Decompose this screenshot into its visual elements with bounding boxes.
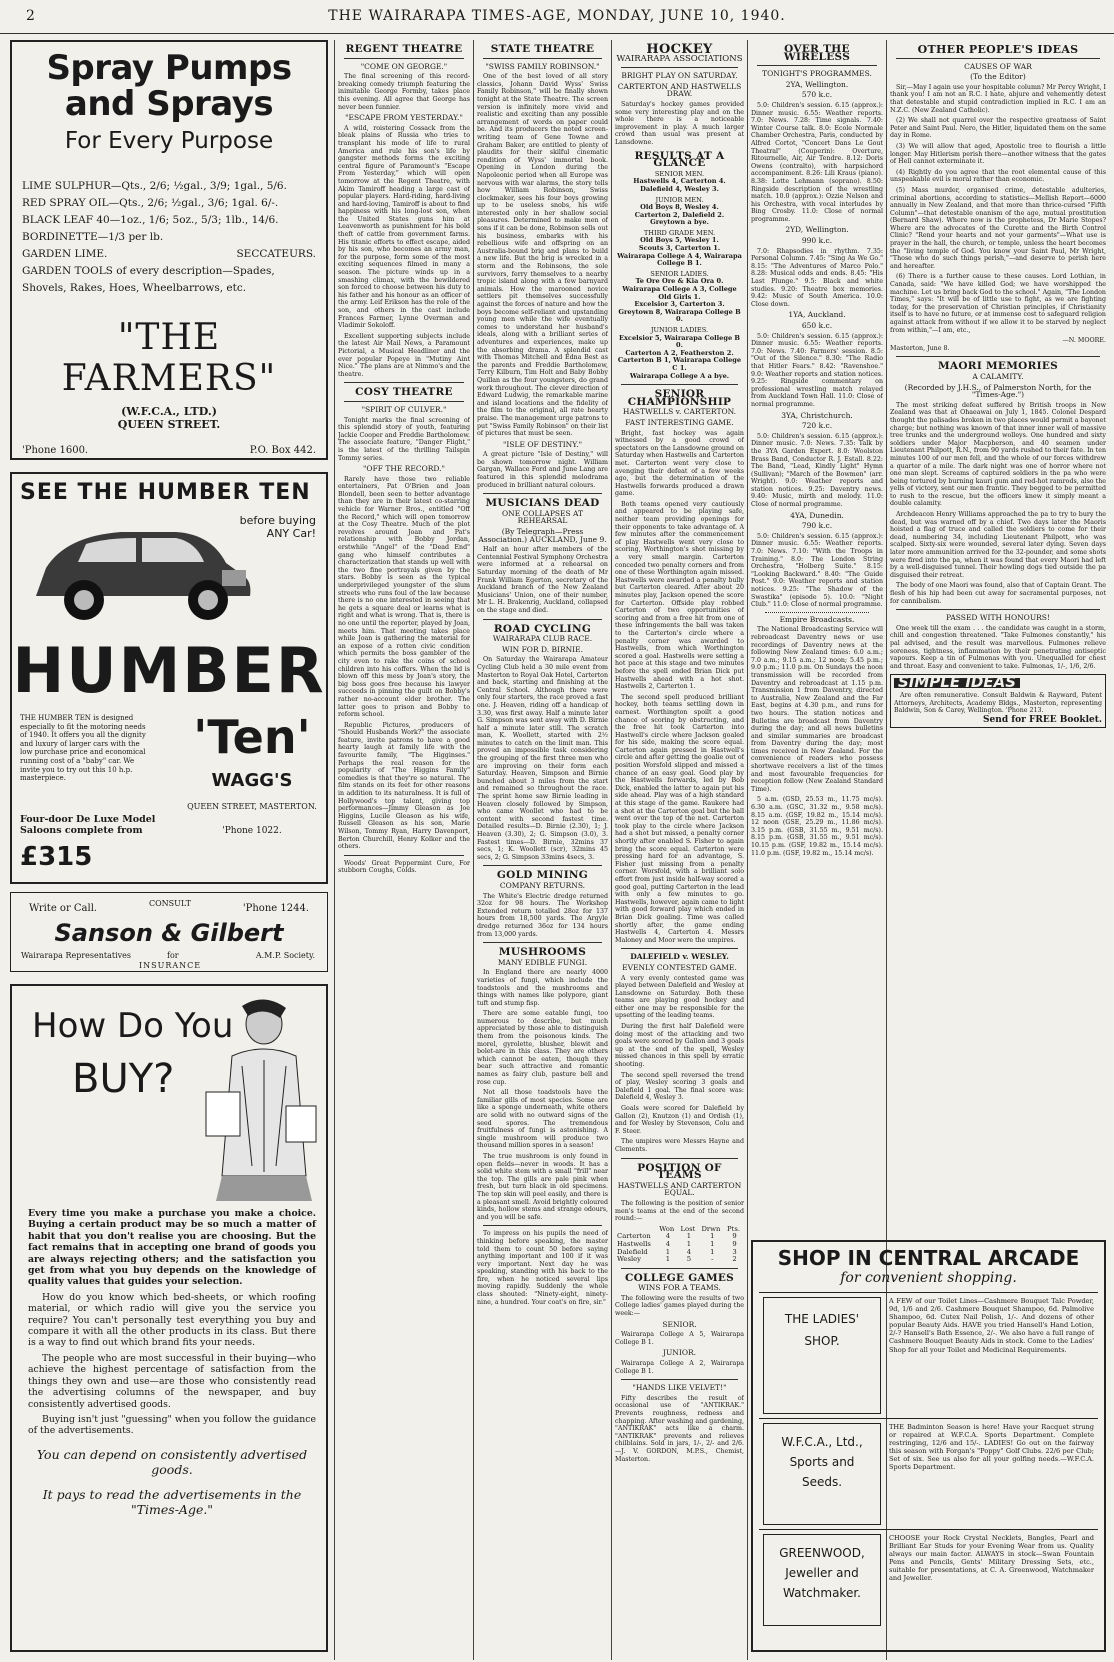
sanson-write: Write or Call. <box>29 903 98 914</box>
sanson-insurance: INSURANCE <box>139 961 202 970</box>
article-text: The umpires were Messrs Hayne and Clements. <box>615 1138 744 1153</box>
result-line: Te Ore Ore & Kia Ora 0. <box>635 277 724 286</box>
subheading: (Recorded by J.H.S., of Palmerston North, for the "Times-Age.") <box>904 382 1092 400</box>
heading: HOCKEY <box>646 42 713 57</box>
farmers-phone: 'Phone 1600. <box>22 445 89 456</box>
empire-times: 5 a.m. (GSD, 25.53 m., 11.75 mc/s). 6.30 a.m. (GSC, 31.32 m., 9.58 mc/s). 8.15 a.m. (GSF, 19.82 m., 15.14 mc/s). 12 noon (GSE, 25.29 m., 11.86 mc/s). 3.15 p.m. (GSB, 31.55 m., 9.51 mc/s). 8.15 p.m. (GSB, 31.55 m., 9.51 mc/s). 10.15 p.m. (GSF, 19.82 m., 15.14 mc/s). 11.0 p.m. (GSF, 19.82 m., 15.14 mc/s). <box>751 796 883 857</box>
table-cell: 1 <box>686 1239 692 1248</box>
spray-headline: Spray Pumps and Sprays <box>46 48 292 124</box>
table-cell: 5 <box>686 1255 692 1264</box>
subheading: PASSED WITH HONOURS! <box>946 613 1050 623</box>
buy-paragraph: The people who are most successful in their buying—who achieve the highest percentage of satisfaction from the things they own and use—are those who consistently read the advertising columns of the newspaper, and buy consistently advertised goods. <box>28 1352 316 1410</box>
article-text: Archdeacon Henry Williams approached the pa to try to bury the dead, but was warned off by a chief. Two days later the Maoris hoisted a flag of truce and called the soldiers to come for their dead, numbering 34, including Lieutenant Philpott, who was scalped. Sixty-six were wounded, several later dying. Seven days later more ammunition arrived for the 32-pounder, and some shots were fired into the pa, when it was found that every Maori had left by a well-disguised tunnel. Their howling dogs tied outside the pa disguised their retreat. <box>890 511 1106 579</box>
buy-headline-1: How Do You <box>32 1006 234 1046</box>
arcade-headline: SHOP IN CENTRAL ARCADE <box>777 1246 1080 1270</box>
station-freq: 720 k.c. <box>801 421 833 431</box>
heading: RESULTS AT A GLANCE <box>634 149 725 170</box>
central-arcade-advert <box>751 1240 1106 1652</box>
result-grade: JUNIOR. <box>662 1348 697 1358</box>
buy-tagline: You can depend on consistently advertised goods. <box>36 1446 308 1477</box>
buy-headline-2: BUY? <box>72 1056 175 1102</box>
article-text: Half an hour after members of the Centennial Festival Symphony Orchestra were informed at a rehearsal on Saturday morning of the death of Mr Frank William Egerton, secretary of the Auckland branch of the New Zealand Musicians' Union, one of their number, Mr L. H. Brakenrig, Auckland, collapsed on the stage and died. <box>477 546 608 614</box>
stations-list <box>751 81 883 609</box>
subheading: "OFF THE RECORD." <box>362 464 446 474</box>
heading: OTHER PEOPLE'S IDEAS <box>917 43 1079 56</box>
results-list <box>615 171 744 380</box>
car-illustration <box>26 518 256 628</box>
hockey-column <box>615 40 744 1652</box>
sanson-gilbert-advert <box>10 892 328 972</box>
waggs-phone: 'Phone 1022. <box>222 826 282 836</box>
table-header-cell: Lost <box>680 1224 696 1233</box>
humber-advert <box>10 472 328 884</box>
humber-headline: SEE THE HUMBER TEN <box>20 480 311 505</box>
article-text: One week till the exam . . . the candidate was caught in a storm, chill and congestion threatened. "Take Fulmones constantly," his pal advised, and the result was marvellous. Fulmones relieve soreness, tightness, inflammation by their penetrating antiseptic vapours. Keep a tin of Fulmonas with you. Unequalled for chest and throat. Easy and convenient to take. Fulmonas, 1/-, 1/6, 2/6. <box>890 624 1106 670</box>
column-rule <box>473 40 474 1660</box>
station-programme: 7.0: Rhapsodies in rhythm. 7.35: Personal Column. 7.45: "Sing As We Go." 8.15: "The Adventures of Marco Polo." 8.28: Musical odds and ends. 8.45: "His Last Plunge." 9.5: Black and white studies. 9.20: Theatre box memories. 9.42: Music of South America. 10.0: Close down. <box>751 247 883 308</box>
buy-paragraph: How do you know which bed-sheets, or which roofing material, or which radio will give you the service you require? You can't personally test everything you buy and compare it with all the other products in its class. But there is a way to find out which brand fits your needs. <box>28 1291 316 1349</box>
article-text: (5) Mass murder, organised crime, detestable adulteries, criminal abortions, according to statistics—Mellish Report—6000 annually in New Zealand, and that more than thrice-cursed "Fifth Column"—that detestable onanism of the age, mutual prostitution (Bernard Shaw). Where now is the prophetess, Dr Marie Stopes? Where are the advocates of the Curette and the Birth Control Clinic? "Rend your hearts and not your garments"—What use is prayer in the hall, the church, or temple, unless the heart becomes the "living temple of God. You know your Saint Paul, Mr Wright, "Those who do such things perish,"—and deserve to perish here and hereafter. <box>890 186 1106 270</box>
subheading: MANY EDIBLE FUNGI. <box>497 957 588 967</box>
result-line: Excelsior 5, Wairarapa College B 0. <box>618 333 741 350</box>
article-text: The following were the results of two College ladies' games played during the week:— <box>615 1294 744 1318</box>
subheading: "ISLE OF DESTINY." <box>502 439 583 449</box>
masthead <box>0 0 1114 34</box>
table-cell: Hastwells <box>617 1239 651 1248</box>
result-grade: SENIOR LADIES. <box>650 269 709 278</box>
heading: MUSHROOMS <box>498 946 587 959</box>
theatre-column <box>338 40 470 1652</box>
article-text: A great picture "Isle of Destiny," will be shown tomorrow night. William Gargan, Wallace Ford and June Lang are featured in this splendid melodrama produced in brilliant natural colours. <box>477 451 608 489</box>
subheading: "SPIRIT OF CULVER." <box>361 404 447 414</box>
standings-table <box>615 1226 744 1264</box>
spray-line: GARDEN TOOLS of every description—Spades, Shovels, Rakes, Hoes, Wheelbarrows, etc. <box>22 265 275 294</box>
article-text: Republic Pictures, producers of "Should Husbands Work?" the associate feature, invite patrons to have a good hearty laugh at family life with the favourite family, "The Higginses." Perhaps the real reason for the popularity of "The Higgins Family" comedies is that they're so natural. The film stands on its feet for other reasons in addition to its naturalness. It is full of Hollywood's top talent, giving top performances—Jimmy Gleason as Joe Higgins, Lucile Gleason as his wife, Russell Gleason as his son, Marie Wilson, Tommy Ryan, Harry Davenport, Berton Churchill, Henry Kolker and the others. <box>338 721 470 851</box>
station-freq: 570 k.c. <box>801 90 833 100</box>
table-cell: Wesley <box>617 1255 641 1264</box>
table-cell: 2 <box>732 1255 737 1264</box>
article-text: The White's Electric dredge returned 32oz for 98 hours. The Workshop Extended return totalled 28oz for 137 hours from 18,500 yards. The Argyle dredge returned 36oz for 134 hours from 13,000 yards. <box>477 892 608 938</box>
article-text: (4) Rightly do you agree that the root elemental cause of this unspeakable evil is moral rather than economic. <box>890 168 1106 184</box>
table-header-cell: Pts. <box>727 1224 740 1233</box>
result-line: Old Boys 5, Wesley 1. <box>640 236 719 245</box>
article-text: The most striking defeat suffered by British troops in New Zealand was that at Ohaeawai on July 1, 1845. Colonel Despard thought the palisades broken in two places would permit a bayonet charge; but nothing was known of that inner inner wall of massive tree trunks and the underground wolleys. One hundred and sixty soldiers under Major Macpherson, and 40 seamen under Lieutenant Philpott, R.N., from 90 yards rushed to their fate. In ten minutes 100 of our men fell, and the whole of our forces withdrew a quarter of a mile. The dark night was one of horror where not one man slept. Screams of captured soldiers in the pa who were being tortured by burning kauri gum and red-hot ramrods, also the yells of victory, sent our men frantic. They begged to be permitted to rush to the rescue, but the officers knew it simply meant a double calamity. <box>890 401 1106 508</box>
article-text: Rarely have those two reliable entertainers, Pat O'Brien and Joan Blondell, been seen to better advantage than they are in their latest co-starring vehicle for Warner Bros., entitled "Off the Record," which will open tomorrow at the Cosy Theatre. Much of the plot revolves around Joan and Pat's relationship with Bobby Jordan, erstwhile "Angel" of the "Dead End" gang who himself contributes a characterization that stands up well with the two fine portrayals given by the stars. Bobby is seen as the typical underprivileged youngster of the slum streets who runs foul of the law because there is no one interested in seeing that he gets a square deal or learns what is right and what is wrong. That is, there is no one until the reporter, played by Joan, meets him. That meeting takes place while Joan is gathering the material for an expose of a rotten civic condition which permits the boss gambler of the city even to rake the coins of school children into his coffers. When the lid is blown off this mess by Joan's story, the big boss goes free because his lawyer succeeds in pinning the guilt on Bobby's rather no-account elder brother. The latter goes to prison and Bobby to reform school. <box>338 475 470 719</box>
spray-sub: For Every Purpose <box>64 128 274 154</box>
column-rule <box>747 40 748 1660</box>
table-cell: Dalefield <box>617 1247 648 1256</box>
article-text: Fifty describes the result of occasional use of "ANTIKRAK." Prevents roughness, redness and chapping. After washing and gardening, "ANTIKRAK" acts like a charm. "ANTIKRAK" prevents and relieves chilblains. Sold in jars, 1/-, 2/- and 2/6.—J. V. GORDON, M.P.S., Chemist, Masterton. <box>615 1394 744 1463</box>
article-text: Wairarapa College A 5, Wairarapa College B 1. <box>615 1331 744 1346</box>
station-name: 2YA, Wellington. <box>785 79 849 89</box>
table-cell: 1 <box>686 1232 692 1241</box>
result-line: Dalefield 4, Wesley 3. <box>640 184 719 193</box>
subheading: WAIRARAPA ASSOCIATIONS <box>616 53 743 64</box>
subheading: EVENLY CONTESTED GAME. <box>622 962 737 972</box>
farmers-pobox: P.O. Box 442. <box>249 445 316 456</box>
humber-offer: Four-door De Luxe Model Saloons complete from <box>20 814 156 836</box>
station-freq: 650 k.c. <box>801 321 833 330</box>
humber-price: £315 <box>20 842 93 872</box>
result-line: Scouts 3, Carterton 1. <box>638 244 721 253</box>
table-cell: 1 <box>710 1247 715 1256</box>
station-name: 2YD, Wellington. <box>785 225 849 235</box>
letter-place: Masterton, June 8. <box>890 344 950 352</box>
spray-line: BLACK LEAF 40—1oz., 1/6; 5oz., 5/3; 1lb., 14/6. <box>22 214 279 226</box>
subheading: HASTWELLS AND CARTERTON EQUAL. <box>617 1180 742 1198</box>
result-line: Greytown a bye. <box>650 218 709 227</box>
heading: COLLEGE GAMES <box>624 1271 735 1284</box>
subheading: WIN FOR D. BIRNIE. <box>501 644 584 654</box>
buy-paragraph: Every time you make a purchase you make a choice. Buying a certain product may be so much a matter of habit that you don't realise you are choosing. But the fact remains that in accepting one brand of goods you are always rejecting others; and the satisfaction you get from what you buy depends on the knowledge of quality values that guides your selection. <box>28 1208 316 1288</box>
article-text: One of the best loved of all story classics, Johann David Wyss' Swiss Family Robinson," will be finally shown tonight at the State Theatre. The screen version is infinitely more vivid and realistic and exciting than any possible arrangement of words on paper could be. And its producers the noted screen-writing team of Gene Towne and Graham Baker, are entitled to plenty of plaudits for their skilful cinematic rendition of Wyss' immortal book. Opening in London during the Napoleonic period when all Europe was nervous with war alarms, the story tells how William Robinson, Swiss clockmaker, sees his four boys growing up to be useless snobs, his wife interested only in her shallow social pleasures. Determined to make men of sons if it can be done, Robinson sells out his business, embarks with his rebellious wife and offspring on an Australia-bound brig and plans to build a new life. But the brig is wrecked in a storm and the Robinsons, the sole survivors, ferry themselves to a nearby tropic island along with a few barnyard animals. How the marooned novice settlers pit themselves successfully against the forces of nature and how the boys become self-reliant and upstanding young men while the wife eventually comes to understand her husband's ideals, along with a brilliant series of adventures and experiences, make up the absorbing drama. A splendid cast with Thomas Mitchell and Edna Best as the parents and Freddie Bartholomew, Terry Kilburn, Tim Holt and Baby Bobby Quillan as the four youngsters, do grand work throughout. The clever direction of Edward Ludwig, the remarkable marine and island locations and the fidelity of the film to the original, all rate hearty praise. The management urge patrons to put "Swiss Family Robinson" on their list of pictures that must be seen. <box>477 73 608 438</box>
article-text: Wairarapa College A 2, Wairarapa College B 1. <box>615 1360 744 1375</box>
article-text: (6) There is a further cause to these causes. Lord Lothian, in Canada, said: "We have killed God; we have worshipped the machine. Let us bring back God to the school." Again, "The London Times," says: "It will be of little use to fight, as we are fighting today, for the preservation of Christian principles, if Christianity itself is to have no future, or at immense cost to safeguard religion against attack from without if we allow it to be starved by neglect from within,"—I am, etc., <box>890 273 1106 334</box>
arcade-sub: for convenient shopping. <box>840 1270 1017 1286</box>
spray-line: SECCATEURS. <box>236 248 316 260</box>
how-do-you-buy-advert <box>10 984 328 1652</box>
farmers-name: "THE FARMERS" <box>61 317 277 399</box>
result-line: Excelsior 3, Carterton 3. <box>634 300 725 309</box>
page-number: 2 <box>26 8 35 24</box>
humber-tag: before buying ANY Car! <box>239 514 316 540</box>
sanson-reps: Wairarapa Representatives <box>21 951 132 960</box>
sanson-society: A.M.P. Society. <box>255 951 315 960</box>
station-name: 4YA, Dunedin. <box>790 510 844 520</box>
station-freq: 790 k.c. <box>801 521 833 531</box>
article-text: (2) We shall not quarrel over the respective greatness of Saint Peter and Saint Paul. Nero, the Hitler, liquidated them on the same day in Rome. <box>890 117 1106 140</box>
article-text: Both teams opened very cautiously and appeared to be playing safe, neither team providing openings for their opponents to take advantage of. A few minutes after the commencement of play Hastwells went very close to scoring, Worthington's shot missing by a very small margin. Carterton conceded two penalty corners and from one of these Worthington again missed. Hastwells were awarded a penalty bully but Carterton cleared. After about 20 minutes play, Jackson opened the score for Carterton. Offside play robbed Carterton of two opportunities of scoring and from a free hit from one of these infringements the ball was taken to the Carterton's circle where a penalty corner was awarded to Hastwells, from which Worthington scored a goal. Hastwells were setting a hot pace at this stage and two minutes before the spell ended Brian Dick put Hastwells ahead with a hot shot. Hastwells 2, Carterton 1. <box>615 500 744 691</box>
state-theatre-column <box>477 40 608 1652</box>
humber-body: THE HUMBER TEN is designed especially to fit the motoring needs of 1940. It offers you all the dignity and luxury of larger cars with the low purchase price and economical running cost of a "baby" car. We invite you to try out this 10 h.p. masterpiece. <box>20 714 146 783</box>
result-line: Carterton 2, Dalefield 2. <box>634 210 725 219</box>
sanson-for: for <box>167 951 179 960</box>
arcade-left-box: W.F.C.A., Ltd., Sports and Seeds. <box>763 1423 881 1525</box>
result-line: Wairarapa College A 3, College Old Girls 1. <box>622 285 737 301</box>
table-cell: 1 <box>665 1247 671 1256</box>
subheading: Empire Broadcasts. <box>779 614 855 624</box>
table-cell: 1 <box>710 1232 715 1241</box>
ideas-column <box>890 40 1106 1233</box>
table-cell: 1 <box>710 1239 715 1248</box>
table-row <box>615 1256 744 1264</box>
article-text: The final screening of this record-breaking comedy triumph featuring the inimitable George Formby, takes place this evening. All agree that George has never been funnier. <box>338 73 470 111</box>
result-grade: JUNIOR MEN. <box>655 195 704 204</box>
article-text: On Saturday the Wairarapa Amateur Cycling Club held a 30 mile event from Masterton to Royal Oak Hotel, Carterton and back, starting and finishing at the Central School. Although there were only four starters, the race proved a fast one. J. Heaven, riding off a handicap of 3.30, was first away. Half a minute later G. Simpson was sent away with D. Birnie half a minute later still. The scratch man, K. Woollett, started with 2½ minutes to catch on the limit man. This proved an impossible task considering the grouping of the first three men who are improving on their form each Saturday. Heaven, Simpson and Birnie bunched about 3 miles from the start and remained so throughout the race. The sprint home saw Birnie leading in Heaven closely followed by Simpson, who came Woollet who had to be content with second fastest time. Detailed results—D. Birnie (2.30), 1; J. Heaven (3.30), 2; G. Simpson (3.0), 3. Fastest times—D. Birnie, 32mins 37 secs, 1; K. Woollett (scr), 32mins 45 secs, 2; G. Simpson 33mins 4secs, 3. <box>477 656 608 861</box>
article-text: Saturday's hockey games provided some very interesting play and on the whole there is a noticeable improvement in play. A much larger crowd than usual was present at Lansdowne. <box>615 100 744 146</box>
subheading: "ESCAPE FROM YESTERDAY." <box>345 113 463 123</box>
sanson-name: Sanson & Gilbert <box>54 919 284 947</box>
table-cell: 4 <box>665 1239 671 1248</box>
heading: MAORI MEMORIES <box>937 360 1059 373</box>
subheading: WINS FOR A TEAMS. <box>638 1283 721 1293</box>
article-text: Goals were scored for Dalefield by Gallon (2), Knutzon (1) and Ordish (1), and for Wesley by Stevenson, Colu and F. Steer. <box>615 1105 744 1135</box>
table-cell: 3 <box>732 1247 737 1256</box>
station-programme: 5.0: Children's session. 6.15 (approx.): Dinner music. 7.0: News. 7.35: Talk by the 3YA Garden Expert. 8.0: Woolston Brass Band, Conductor R. J. Estall. 8.22: The Band, "Lead, Kindly Light" Hymn (Sullivan); "March of the Bowmen" (arr. Wright). 9.0: Weather reports and station notices. 9.25: Daventry news. 9.40: Music, mirth and melody. 11.0: Close of normal programme. <box>751 432 883 509</box>
shopper-illustration <box>202 996 322 1206</box>
subheading: ONE COLLAPSES AT REHEARSAL <box>501 508 584 526</box>
subheading: HASTWELLS v. CARTERTON. <box>622 407 737 417</box>
spray-line: RED SPRAY OIL—Qts., 2/6; ½gal., 3/6; 1gal. 6/-. <box>22 197 279 209</box>
heading: MUSICIANS DEAD <box>485 497 600 510</box>
dateline: (By Telegraph—Press Association.) AUCKLAND, June 9. <box>478 527 607 544</box>
article-text: There are some eatable fungi, too numerous to describe, but much appreciated by those able to distinguish them from the poisonous kinds. The morel, gyrolette, blusher, blewit and bolet-are in this class. They are others which cannot be eaten, though they bear such attractive and romantic names as fairy club, pasture bell and rose cup. <box>477 1010 608 1086</box>
table-cell: 9 <box>732 1239 737 1248</box>
table-cell: 4 <box>686 1247 692 1256</box>
article-text: A wild, roistering Cossack from the bleak plains of Russia who tries to transplant his mode of life to rural America and rule his son's life by gangster methods forms the exciting central figure of Paramount's "Escape From Yesterday," which will open tomorrow at the Regent Theatre, with Akim Tamiroff heading a large cast of popular players. Hard-riding, hard-living and hard-loving, Tamiroff is about to find happiness with his long-lost son, when the United States guns him at Leavenworth as punishment for his bold theft of cattle from government farms. His titanic efforts to effect escape, aided by his son, who becomes an army man, for the purpose, form some of the most exciting sequences filmed in many a season. The picture winds up in a smashing climax, with the bewildered son forced to choose between his duty to his father and his honour as an officer of the army. Leif Erikson has the role of the son, and others in the cast include Frances Farmer, Lynne Overman and Vladimir Sokoloff. <box>338 124 470 330</box>
station-programme: 5.0: Children's session. 6.15 (approx.): Dinner music. 6.55: Weather reports. 7.0: News. 7.40: Farmers' session. 8.5: "Out of the Silence." 8.30: "The Radio that Hitler Fears." 8.42: "Ravenshoe." 9.0: Weather reports and station notices. 9.25: Ringside commentary on professional wrestling match relayed from Auckland Town Hall. 11.0: Close of normal programme. <box>751 332 883 408</box>
newspaper-title: THE WAIRARAPA TIMES-AGE, MONDAY, JUNE 10, 1940. <box>328 8 786 24</box>
article-text: Bright, fast hockey was again witnessed by a good crowd of spectators on the Lansdowne ground on Saturday when Hastwells and Carterton met. Carterton went very close to avenging their defeat of a few weeks ago, but the determination of the Hastwells forwards produced a drawn game. <box>615 429 744 498</box>
spray-pumps-advert <box>10 40 328 460</box>
humber-ten: 'Ten' <box>193 710 311 764</box>
column-rule <box>334 40 335 1660</box>
result-line: Carterton A 2, Featherston 2. <box>625 348 734 357</box>
article-text: In England there are nearly 4000 varieties of fungi, which include the toadstools and the mushrooms and things with names like polypore, giant tuft and stump fisp. <box>477 969 608 1007</box>
result-grade: THIRD GRADE MEN. <box>643 228 716 237</box>
subheading: "SWISS FAMILY ROBINSON." <box>485 61 600 71</box>
subheading: (To the Editor) <box>970 72 1026 82</box>
article-text: The following is the position of senior men's teams at the end of the second round:— <box>615 1199 744 1223</box>
result-grade: JUNIOR LADIES. <box>650 326 709 334</box>
article-text: The body of one Maori was found, also that of Captain Grant. The flesh of his hip had been cut away for sacramental purposes, not for cannibalism. <box>890 582 1106 605</box>
subheading: TONIGHT'S PROGRAMMES. <box>762 69 872 79</box>
table-cell: - <box>711 1255 714 1264</box>
result-grade: SENIOR. <box>662 1319 697 1329</box>
letter-signature: —N. MOORE. <box>1062 337 1106 345</box>
heading: OVER THE WIRELESS <box>783 43 851 63</box>
subheading: BRIGHT PLAY ON SATURDAY. <box>621 71 738 81</box>
table-header-cell: Won <box>659 1224 675 1233</box>
heading: POSITION OF TEAMS <box>637 1161 722 1182</box>
article-text: Sir,—May I again use your hospitable column? Mr Percy Wright, I thank you! I am not an R.C. I hate, abjure and vehemently detest that detestable and stupid contradiction implied in R.C. I am an N.Z.C. (New Zealand Catholic). <box>890 83 1106 114</box>
heading: SENIOR CHAMPIONSHIP <box>627 388 732 408</box>
spray-line: GARDEN LIME. <box>22 248 108 260</box>
article-text: During the first half Dalefield were doing most of the attacking and two goals were scored by Gallon and 3 goals up at the end of the spell, Wesley missed chances in this spell by erratic shooting. <box>615 1023 744 1069</box>
result-line: Wairarapa College A 4, Wairarapa College B 1. <box>617 251 742 268</box>
farmers-street: QUEEN STREET. <box>117 418 221 431</box>
subheading: CARTERTON AND HASTWELLS DRAW. <box>617 81 742 99</box>
subheading: A CALAMITY. <box>972 371 1024 381</box>
subheading: FAST INTERESTING GAME. <box>625 417 734 427</box>
article-text: To impress on his pupils the need of thinking before speaking, the master told them to count 50 before saying anything important and 100 if it was very important. Next day he was speaking, standing with his back to the fire, when he noticed several lips moving rapidly. Suddenly the whole class shouted: "Ninety-eight, ninety-nine, a hundred. Your coat's on fire, sir." <box>477 1230 608 1306</box>
heading: ROAD CYCLING <box>493 622 592 635</box>
station-name: 3YA, Christchurch. <box>781 410 853 420</box>
arcade-right-text: CHOOSE your Rock Crystal Necklets, Bangles, Pearl and Brilliant Ear Studs for your Evening Wear from us. Quality always our main factor. ALWAYS in stock—Swan Fountain Pens and Pencils, Gents' Military Dressing Sets, etc., suitable for presentations, at C. A. Greenwood, Watchmaker and Jeweller. <box>889 1534 1094 1583</box>
table-cell: Carterton <box>617 1232 651 1241</box>
wireless-column <box>751 40 883 1233</box>
article-text: Not all those toadstools have the familiar gills of most species. Some are like a sponge underneath, white others are solid with no outward signs of the seed spores. The tremendous fruitfulness of fungi is astonishing. A single mushroom will produce two thousand million spores in a season! <box>477 1089 608 1150</box>
table-cell: 9 <box>732 1232 737 1241</box>
heading: GOLD MINING <box>496 869 589 882</box>
simple-ideas-text: Are often remunerative. Consult Baldwin & Rayward, Patent Attorneys, Architects, Academy Bldgs., Masterton, representing Baldwin, Son & Carey, Wellington. 'Phone 213. <box>894 691 1102 715</box>
subheading: CAUSES OF WAR <box>964 61 1032 71</box>
table-cell: 1 <box>665 1255 671 1264</box>
article-text: Tonight marks the final screening of this splendid story of youth, featuring Jackie Cooper and Freddie Bartholomew. The associate feature, "Danger Flight," is the latest of the thrilling Tailspin Tommy series. <box>338 416 470 462</box>
station-programme: 5.0: Children's session. 6.15 (approx.): Dinner music. 6.55: Weather reports. 7.0: News. 7.28: Time signals. 7.40: Winter Course talk. 8.0: Ecole Normale Chamber Orchestra, Paris, conducted by Alfred Cortot, "Concert Dans Le Gout Theatral" (Couperin): Overture, Ritournelle, Air, Air Tendre. 8.12: Doris Owens (contralto), with harpsichord accompaniment. 8.26: Lili Kraus (piano). 8.38: Lotte Lehmann (soprano). 8.50: Ringside description of the wrestling match. 10.0 (approx.): Ozzie Nelson and his Orchestra, with vocal interludes by Bing Crosby. 11.0: Close of normal programme. <box>751 101 883 223</box>
column-rule <box>611 40 612 1660</box>
result-line: Old Boys 8, Wesley 4. <box>640 203 719 212</box>
simple-ideas-advert <box>890 674 1106 728</box>
farmers-sub: (W.F.C.A., LTD.) <box>121 405 217 418</box>
article-text: Excellent supporting subjects include the latest Air Mail News, a Paramount Pictorial, a Musical Headliner and the ever popular Popeye in "Mutiny Aint Nice." The plans are at Nimmo's and the theatre. <box>338 332 470 378</box>
simple-ideas-title: SIMPLE IDEAS <box>894 678 1020 688</box>
article-text: (3) We will allow that aged, Apostolic tree to flourish a little longer. May Hitlerism perish there—another witness that the gates of Hell cannot exterminate it. <box>890 142 1106 166</box>
result-line: Hastwells 4, Carterton 4. <box>633 177 726 186</box>
heading: COSY THEATRE <box>355 386 453 399</box>
result-line: Greytown 8, Wairarapa College B 0. <box>618 307 741 324</box>
subheading: DALEFIELD v. WESLEY. <box>630 952 729 962</box>
simple-ideas-send: Send for FREE Booklet. <box>983 714 1102 725</box>
article-text: Woods' Great Peppermint Cure, For stubborn Coughs, Colds. <box>338 859 470 875</box>
article-text: The second spell produced brilliant hockey, both teams settling down in earnest. Worthington spoilt a good chance of scoring by obstructing, and the free hit took Carterton into Hastwell's circle where Jackson goaled for his side, making the score equal. Carterton again pressed in Hastwell's circle and after getting the goalie out of position Worsfold slipped and missed a chance of an easy goal. Good play by the Hastwells forwards, led by Bob Dick, enabled the latter to again put his side ahead. Play was of a high standard at this stage of the game. Raukere had a shot at the Carterton goal but the ball went over the top of the net. Carterton took play to the circle where Jackson had a shot but missed, a penalty corner shortly after enabled S. Fisher to again bring the score equal. Carterton were pressing hard for an advantage, S. Fisher just missing from a penalty corner. Worsfold, with a brilliant solo effort from just inside half-way scored a good goal, putting Carterton in the lead with only a few minutes to go. Hastwells, however, again came to light with good forward play which ended in Brian Dick goaling. Time was called shortly after, the game ending Hastwells 4, Carterton 4. Messrs Maloney and Moor were the umpires. <box>615 693 744 944</box>
result-grade: SENIOR MEN. <box>654 169 705 178</box>
arcade-right-text: A FEW of our Toilet Lines—Cashmere Bouquet Talc Powder, 9d, 1/6 and 2/6. Cashmere Bouquet Shampoo, 6d. Palmolive Shampoo, 6d. Cutex Nail Polish, 1/-. And dozens of other popular Beauty Aids. HAVE you tried Hansell's Hand Lotion, 2/-? Hansell's Bath Essence, 2/-. We also have a full range of Cashmere Bouquet Beauty Aids in stock. Come to the Ladies' Shop for all your Toilet and Medicinal Requirements. <box>889 1297 1095 1354</box>
result-line: Carterton B 1, Wairarapa College C 1. <box>617 356 742 372</box>
subheading: "HANDS LIKE VELVET!" <box>632 1383 727 1393</box>
article-text: A very evenly contested game was played between Dalefield and Wesley at Lansdowne on Saturday. Both these teams are playing good hockey and either one may be responsible for the upsetting of the leading teams. <box>615 974 744 1020</box>
sanson-consult: CONSULT <box>149 899 191 908</box>
waggs-address: QUEEN STREET, MASTERTON. <box>187 802 317 811</box>
station-programme: 5.0: Children's session. 6.15 (approx.): Dinner music. 6.55: Weather reports. 7.0: News. 7.10: "With the Troops in Training." 8.0: The London String Orchestra, "Holberg Suite." 8.15: "Looking Backward." 8.40: "The Guide Post." 9.0: Weather reports and station notices. 9.25: "The Shadow of the Swastika" (episode 5). 10.0: "Night Club." 11.0: Close of normal programme. <box>751 532 883 609</box>
spray-line: LIME SULPHUR—Qts., 2/6; ½gal., 3/9; 1gal., 5/6. <box>22 180 287 192</box>
humber-brand: HUMBER <box>12 634 326 707</box>
result-line: Wairarapa College A a bye. <box>629 371 730 380</box>
buy-paragraph: Buying isn't just "guessing" when you follow the guidance of the advertisements. <box>28 1413 316 1437</box>
article-text: The second spell reversed the trend of play, Wesley scoring 3 goals and Dalefield 1 goal. The final score was: Dalefield 4, Wesley 3. <box>615 1071 744 1102</box>
spray-line: BORDINETTE—1/3 per lb. <box>22 231 164 243</box>
sanson-phone: 'Phone 1244. <box>242 903 309 914</box>
heading: STATE THEATRE <box>490 43 595 55</box>
station-name: 1YA, Auckland. <box>788 310 846 320</box>
buy-tagline: It pays to read the advertisements in the "Times-Age." <box>42 1486 302 1517</box>
arcade-right-text: THE Badminton Season is here! Have your Racquet strung or repaired at W.F.C.A. Sports Department. Complete restringing, 12/6 and 15/-. LADIES! Go out on the fairway this season with Forgan's "Poppy" Golf Clubs. 22/6 per Club; Set of six. See us also for all your golfing needs.—W.F.C.A. Sports Department. <box>889 1423 1094 1472</box>
subheading: COMPANY RETURNS. <box>499 880 586 890</box>
arcade-left-box: GREENWOOD, Jeweller and Watchmaker. <box>763 1534 881 1626</box>
table-header-cell: Drwn <box>701 1224 721 1233</box>
station-freq: 990 k.c. <box>801 236 833 246</box>
article-text: The National Broadcasting Service will rebroadcast Daventry news or use recordings of Daventry news at the following New Zealand times: 6.0 a.m.; 7.0 a.m.; 9.15 a.m.; 12 noon; 5.45 p.m.; 9.0 p.m.; 11.0 p.m. On Sundays the noon transmission will be recorded from Daventry and rebroadcast at 1.15 p.m. Transmission 1 from Daventry, directed to Australia, New Zealand and the Far East, begins at 4.30 p.m., and runs for two hours. The station notices and Bulletins are broadcast from Daventry during the day; and all news bulletins and similar summaries are broadcast from Daventry during the day; most times received in New Zealand. For the convenience of readers who possess shortwave receivers a list of the times and most favourable frequencies for reception follow (New Zealand Standard Time). <box>751 626 883 793</box>
waggs-name: WAGG'S <box>211 770 293 791</box>
table-cell: 4 <box>665 1232 671 1241</box>
subheading: "COME ON GEORGE." <box>360 61 448 71</box>
arcade-left-box: THE LADIES' SHOP. <box>763 1297 881 1414</box>
heading: REGENT THEATRE <box>345 43 463 55</box>
article-text: The true mushroom is only found in open fields—never in woods. It has a solid white stem with a small "frill" near the top. The gills are pale pink when fresh, but turn black in old specimens. The top skin will peel easily, and there is a pleasant smell. Avoid brightly coloured kinds, hollow stems and strange odours, and you will be safe. <box>477 1152 608 1221</box>
subheading: WAIRARAPA CLUB RACE. <box>492 634 593 644</box>
